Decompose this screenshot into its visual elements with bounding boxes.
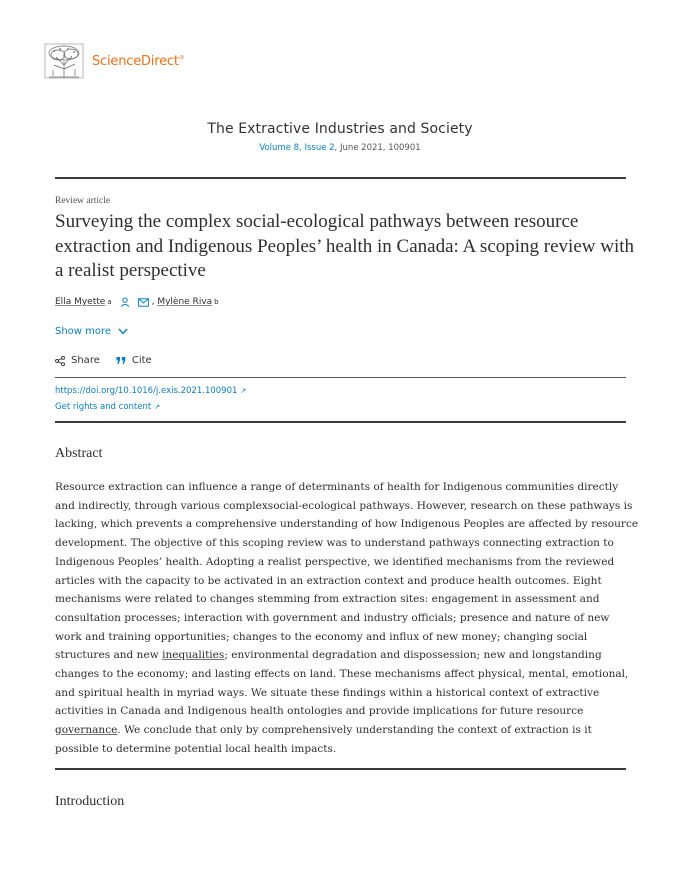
doi-link[interactable] — [55, 386, 246, 396]
abstract-line: articles with the capacity to be activated in an extraction context and produce health outcomes. Eight — [55, 574, 602, 587]
chevron-down-icon — [118, 328, 128, 335]
abstract-line: Resource extraction can influence a range of determinants of health for Indigenous communities directly — [55, 481, 619, 493]
abstract-line: mechanisms were related to changes stemming from extraction sites: engagement in assessment and — [55, 593, 600, 606]
article-title: Surveying the complex social-ecological pathways between resource extraction and Indigenous Peoples’ health in Canada: A scoping review with a realist perspective — [55, 211, 635, 281]
author-link-1[interactable]: Ella Myette — [55, 297, 106, 307]
abstract-line: activities in Canada and Indigenous health ontologies and provide implications for future resource — [55, 705, 584, 718]
abstract-line: changes to the economy; and lasting effects on land. These mechanisms affect physical, mental, emotional, — [55, 668, 629, 681]
journal-title[interactable]: The Extractive Industries and Society — [207, 121, 473, 137]
divider-actions — [55, 377, 626, 378]
governance-link[interactable]: governance — [55, 724, 118, 737]
external-link-icon: ↗ — [154, 403, 161, 411]
abstract-line: consultation processes; interaction with government and industry officials; presence and nature of new — [55, 611, 610, 624]
cite-button[interactable] — [116, 355, 152, 366]
author-list — [55, 297, 219, 307]
abstract-line: Indigenous Peoples’ health. Adopting a realist perspective, we identified mechanisms from the reviewed — [55, 555, 615, 568]
abstract-line: and spiritual health in myriad ways. We situate these findings within a historical context of extractive — [55, 686, 600, 699]
abstract-line: possible to determine potential local health impacts. — [55, 742, 337, 755]
divider-abstract — [55, 768, 626, 770]
abstract-body — [55, 478, 639, 759]
elsevier-tree-icon[interactable] — [44, 43, 84, 79]
share-icon — [55, 356, 65, 366]
show-more-label: Show more — [55, 326, 112, 337]
issue-date-pages: , June 2021, 100901 — [334, 143, 421, 153]
article-type: Review article — [55, 196, 111, 206]
email-icon[interactable] — [138, 298, 149, 307]
abstract-line — [55, 721, 627, 740]
article-actions — [55, 355, 168, 366]
author-affiliation-2[interactable]: b — [214, 298, 219, 306]
journal-volume — [0, 143, 680, 153]
abstract-line: development. The objective of this scoping review was to understand pathways connecting extraction to — [55, 537, 614, 550]
abstract-line: lacking, which prevents a comprehensive understanding of how Indigenous Peoples are affected by resource — [55, 518, 639, 531]
rights-text: Get rights and content — [55, 402, 152, 412]
abstract-text-segment: . We conclude that only by comprehensively understanding the context of extraction is it — [117, 724, 592, 737]
introduction-heading: Introduction — [55, 794, 125, 809]
brand-name[interactable]: ScienceDirect® — [92, 53, 185, 69]
show-more-button[interactable] — [55, 326, 128, 337]
abstract-line: and indirectly, through various complexsocial-ecological pathways. However, research on these pathways is — [55, 499, 633, 512]
quote-icon — [116, 356, 126, 365]
abstract-line — [55, 646, 627, 665]
abstract-text-segment: ; environmental degradation and dispossession; new and longstanding — [224, 649, 602, 662]
share-button[interactable] — [55, 355, 100, 366]
author-link-2[interactable]: Mylène Riva — [157, 297, 213, 307]
abstract-text-segment: structures and new — [55, 649, 163, 662]
person-icon[interactable] — [120, 297, 130, 307]
doi-text: https://doi.org/10.1016/j.exis.2021.100901 — [55, 386, 238, 396]
divider-top — [55, 177, 626, 179]
site-header — [44, 42, 185, 80]
share-label: Share — [71, 355, 100, 366]
divider-meta — [55, 421, 626, 423]
abstract-heading: Abstract — [55, 446, 103, 461]
inequalities-link[interactable]: inequalities — [162, 649, 225, 662]
volume-issue-link[interactable]: Volume 8, Issue 2 — [259, 143, 335, 153]
author-separator: , — [151, 297, 158, 307]
rights-link[interactable] — [55, 402, 160, 412]
external-link-icon: ↗ — [240, 387, 247, 395]
cite-label: Cite — [131, 355, 152, 366]
author-affiliation-1[interactable]: a — [107, 298, 112, 306]
abstract-line: work and training opportunities; changes to the economy and influx of new money; changing social — [55, 630, 588, 643]
